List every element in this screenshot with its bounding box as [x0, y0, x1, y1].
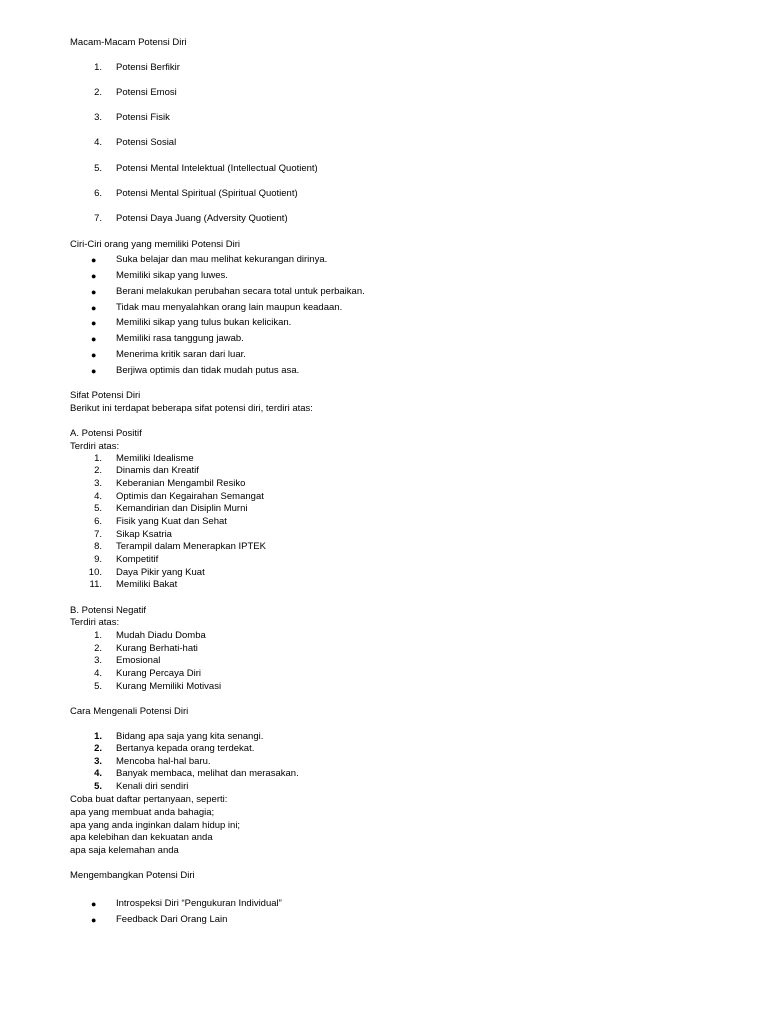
list-item: Bertanya kepada orang terdekat. — [116, 743, 255, 754]
list-item: Potensi Mental Intelektual (Intellectual Quotient) — [116, 163, 318, 174]
list-number: 3. — [94, 756, 102, 767]
list-item: Kenali diri sendiri — [116, 781, 189, 792]
list-number: 5. — [94, 503, 102, 514]
section-heading: Mengembangkan Potensi Diri — [70, 870, 195, 881]
list-number: 3. — [94, 112, 102, 123]
list-item: Optimis dan Kegairahan Semangat — [116, 491, 264, 502]
list-number: 10. — [88, 567, 102, 578]
list-number: 4. — [94, 137, 102, 148]
subsection-sub: Terdiri atas: — [70, 441, 120, 452]
list-item: Suka belajar dan mau melihat kekurangan dirinya. — [116, 254, 328, 265]
section-intro: Berikut ini terdapat beberapa sifat potensi diri, terdiri atas: — [70, 403, 313, 414]
list-number: 4. — [94, 668, 102, 679]
bullet-icon: ● — [91, 318, 97, 328]
list-item: Menerima kritik saran dari luar. — [116, 349, 246, 360]
list-item: Berjiwa optimis dan tidak mudah putus asa. — [116, 365, 300, 376]
question-line: apa saja kelemahan anda — [70, 845, 179, 856]
list-item: Mudah Diadu Domba — [116, 630, 206, 641]
list-item: Potensi Emosi — [116, 87, 177, 98]
list-item: Sikap Ksatria — [116, 529, 172, 540]
list-number: 1. — [94, 731, 102, 742]
list-number: 11. — [89, 579, 102, 590]
list-item: Kurang Berhati-hati — [116, 643, 198, 654]
section-title: Macam-Macam Potensi Diri — [70, 37, 187, 48]
list-item: Kemandirian dan Disiplin Murni — [116, 503, 248, 514]
list-item: Memiliki sikap yang luwes. — [116, 270, 228, 281]
list-item: Memiliki Bakat — [116, 579, 178, 590]
list-number: 4. — [94, 491, 102, 502]
list-item: Feedback Dari Orang Lain — [116, 914, 228, 925]
list-item: Potensi Berfikir — [116, 62, 180, 73]
section-heading: Cara Mengenali Potensi Diri — [70, 706, 189, 717]
list-item: Memiliki rasa tanggung jawab. — [116, 333, 244, 344]
list-item: Fisik yang Kuat dan Sehat — [116, 516, 227, 527]
list-item: Potensi Mental Spiritual (Spiritual Quotient) — [116, 188, 298, 199]
list-item: Berani melakukan perubahan secara total untuk perbaikan. — [116, 286, 365, 297]
list-number: 1. — [94, 453, 102, 464]
section-heading: Sifat Potensi Diri — [70, 390, 141, 401]
bullet-icon: ● — [91, 303, 97, 313]
list-item: Daya Pikir yang Kuat — [116, 567, 205, 578]
list-number: 4. — [94, 768, 102, 779]
bullet-icon: ● — [91, 350, 97, 360]
question-line: apa yang membuat anda bahagia; — [70, 807, 215, 818]
list-number: 5. — [94, 781, 102, 792]
list-item: Kurang Memiliki Motivasi — [116, 681, 222, 692]
list-item: Bidang apa saja yang kita senangi. — [116, 731, 264, 742]
list-item: Dinamis dan Kreatif — [116, 465, 199, 476]
bullet-icon: ● — [91, 915, 97, 925]
list-number: 3. — [94, 655, 102, 666]
list-number: 3. — [94, 478, 102, 489]
list-number: 6. — [94, 188, 102, 199]
list-number: 7. — [94, 529, 102, 540]
list-number: 9. — [94, 554, 102, 565]
list-number: 2. — [94, 465, 102, 476]
list-item: Memiliki Idealisme — [116, 453, 194, 464]
list-number: 5. — [94, 681, 102, 692]
list-item: Keberanian Mengambil Resiko — [116, 478, 246, 489]
list-number: 2. — [94, 643, 102, 654]
list-item: Emosional — [116, 655, 161, 666]
list-number: 7. — [94, 213, 102, 224]
list-item: Kompetitif — [116, 554, 159, 565]
bullet-icon: ● — [91, 334, 97, 344]
section-heading: Ciri-Ciri orang yang memiliki Potensi Diri — [70, 239, 240, 250]
list-item: Potensi Daya Juang (Adversity Quotient) — [116, 213, 288, 224]
list-number: 2. — [94, 743, 102, 754]
list-item: Mencoba hal-hal baru. — [116, 756, 211, 767]
list-item: Banyak membaca, melihat dan merasakan. — [116, 768, 299, 779]
subsection-sub: Terdiri atas: — [70, 617, 120, 628]
subsection-heading: B. Potensi Negatif — [70, 605, 147, 616]
bullet-icon: ● — [91, 287, 97, 297]
list-item: Potensi Fisik — [116, 112, 170, 123]
list-number: 2. — [94, 87, 102, 98]
list-item: Kurang Percaya Diri — [116, 668, 202, 679]
bullet-icon: ● — [91, 271, 97, 281]
question-line: apa yang anda inginkan dalam hidup ini; — [70, 820, 241, 831]
list-item: Tidak mau menyalahkan orang lain maupun keadaan. — [116, 302, 343, 313]
bullet-icon: ● — [91, 366, 97, 376]
question-line: apa kelebihan dan kekuatan anda — [70, 832, 213, 843]
subsection-heading: A. Potensi Positif — [70, 428, 142, 439]
list-number: 5. — [94, 163, 102, 174]
list-item: Introspeksi Diri “Pengukuran Individual” — [116, 898, 282, 909]
list-item: Memiliki sikap yang tulus bukan kelicikan. — [116, 317, 292, 328]
list-item: Potensi Sosial — [116, 137, 177, 148]
list-number: 1. — [94, 630, 102, 641]
bullet-icon: ● — [91, 899, 97, 909]
list-number: 6. — [94, 516, 102, 527]
list-item: Terampil dalam Menerapkan IPTEK — [116, 541, 266, 552]
list-number: 1. — [94, 62, 102, 73]
list-number: 8. — [94, 541, 102, 552]
question-line: Coba buat daftar pertanyaan, seperti: — [70, 794, 228, 805]
bullet-icon: ● — [91, 255, 97, 265]
